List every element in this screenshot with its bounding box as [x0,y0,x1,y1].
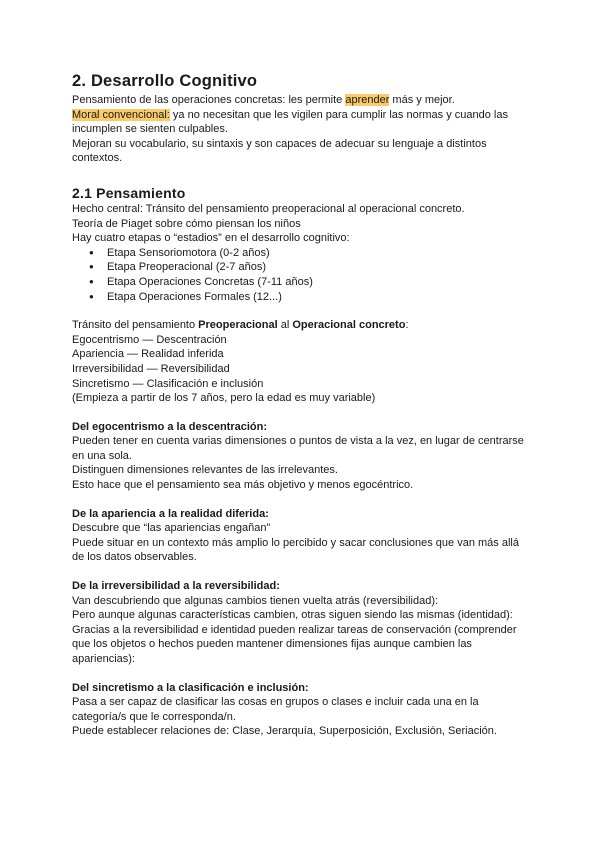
paragraph-irrev-3: Gracias a la reversibilidad e identidad pueden realizar tareas de conservación (comprender que los objetos o hechos pueden mantener dimensiones fijas aunque cambien las apariencias): [72,623,517,665]
text-fragment: Pensamiento de las operaciones concretas: les permite [72,94,346,106]
list-item: ● Etapa Sensoriomotora (0-2 años) [72,246,532,261]
paragraph-transito [72,318,532,333]
paragraph-teoria-piaget: Teoría de Piaget sobre cómo piensan los niños [72,217,301,230]
paragraph-etapas-intro: Hay cuatro etapas o “estadios” en el desarrollo cognitivo: [72,232,350,245]
heading-egocentrismo [72,420,532,435]
highlight-aprender: aprender [345,94,390,106]
paragraph-ego-2: Distinguen dimensiones relevantes de las irrelevantes. [72,464,338,477]
text-fragment: : [405,319,409,332]
section-title-pensamiento: 2.1 Pensamiento [72,184,186,201]
document-page [72,72,532,739]
paragraph-irrev-1: Van descubriendo que algunas cambios tienen vuelta atrás (reversibilidad): [72,594,439,607]
heading-sincretismo [72,681,532,696]
highlight-moral-convencional: Moral convencional: [72,108,170,121]
paragraph-moral-convencional [72,108,532,137]
heading-irreversibilidad [72,579,532,594]
text-fragment: Tránsito del pensamiento [72,319,199,332]
text-fragment: más y mejor. [389,94,455,106]
etapas-list [72,246,532,304]
paragraph-apariencia-1: Descubre que “las apariencias engañan” [72,522,271,535]
pair-line: Apariencia — Realidad inferida [72,348,224,361]
paragraph-empieza: (Empieza a partir de los 7 años, pero la edad es muy variable) [72,392,376,405]
bold-operacional-concreto: Operacional concreto [292,319,406,332]
bold-heading: Del egocentrismo a la descentración: [72,420,268,433]
paragraph-ego-1: Pueden tener en cuenta varias dimensiones o puntos de vista a la vez, en lugar de centrarse en una sola. [72,435,524,462]
paragraph-vocabulario: Mejoran su vocabulario, su sintaxis y son capaces de adecuar su lenguaje a distintos contextos. [72,137,487,165]
list-item: ● Etapa Preoperacional (2-7 años) [72,260,532,275]
bold-heading: De la irreversibilidad a la reversibilidad: [72,580,280,593]
paragraph-apariencia-2: Puede situar en un contexto más amplio lo percibido y sacar conclusiones que van más allá de los datos observables. [72,536,519,564]
heading-apariencia [72,507,532,522]
pair-line: Irreversibilidad — Reversibilidad [72,362,230,375]
paragraph-irrev-2: Pero aunque algunas características cambien, otras siguen siendo las mismas (identidad): [72,609,513,622]
paragraph-hecho-central: Hecho central: Tránsito del pensamiento preoperacional al operacional concreto. [72,202,465,215]
bold-heading: Del sincretismo a la clasificación e inclusión: [72,681,309,694]
list-item: ● Etapa Operaciones Concretas (7-11 años) [72,275,532,290]
paragraph-ego-3: Esto hace que el pensamiento sea más objetivo y menos egocéntrico. [72,479,414,492]
paragraph-sincre-1: Pasa a ser capaz de clasificar las cosas en grupos o clases e incluir cada una en la categoría/s que le corresponda/n. [72,696,479,723]
pair-line: Egocentrismo — Descentración [72,333,227,346]
paragraph-operaciones-concretas [72,93,532,108]
text-fragment: al [277,319,293,332]
section-title-desarrollo-cognitivo: 2. Desarrollo Cognitivo [72,72,258,90]
list-item: ● Etapa Operaciones Formales (12...) [72,290,532,305]
bold-preoperacional: Preoperacional [198,319,278,332]
paragraph-sincre-2: Puede establecer relaciones de: Clase, Jerarquía, Superposición, Exclusión, Seriación. [72,725,497,738]
pair-line: Sincretismo — Clasificación e inclusión [72,377,264,390]
bold-heading: De la apariencia a la realidad diferida: [72,507,269,520]
text-fragment: ya no necesitan que les vigilen para cumplir las normas y cuando las incumplen se sienten culpables. [72,108,508,136]
